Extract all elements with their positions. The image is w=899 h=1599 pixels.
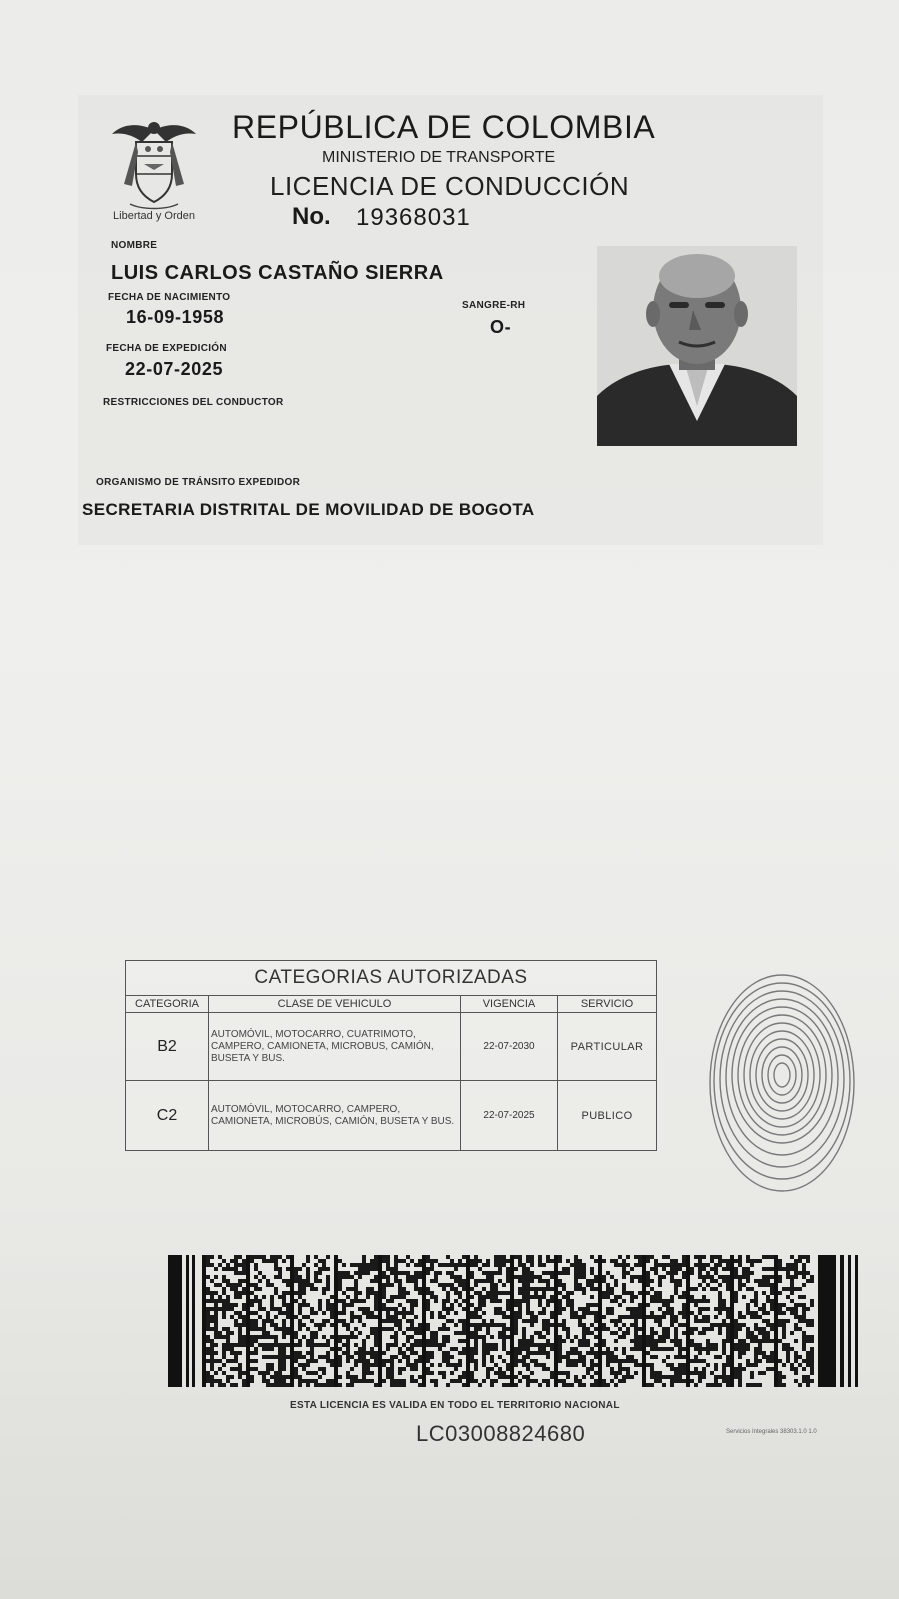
category-validity: 22-07-2025 <box>461 1081 558 1151</box>
category-service: PUBLICO <box>558 1081 657 1151</box>
license-serial: LC03008824680 <box>416 1421 586 1446</box>
fingerprint-icon <box>702 955 860 1205</box>
license-number: 19368031 <box>356 204 471 231</box>
birth-date: 16-09-1958 <box>126 307 225 327</box>
category-validity: 22-07-2030 <box>461 1013 558 1081</box>
column-header: VIGENCIA <box>461 996 558 1013</box>
birth-date-label: FECHA DE NACIMIENTO <box>108 292 231 303</box>
column-header: CATEGORIA <box>126 996 209 1013</box>
barcode-icon <box>168 1255 863 1387</box>
holder-name: LUIS CARLOS CASTAÑO SIERRA <box>111 262 444 284</box>
ministry-subtitle: MINISTERIO DE TRANSPORTE <box>322 149 556 166</box>
agency-label: ORGANISMO DE TRÁNSITO EXPEDIDOR <box>96 477 301 488</box>
name-label: NOMBRE <box>111 240 158 251</box>
license-number-label: No. <box>292 203 331 230</box>
validity-note: ESTA LICENCIA ES VALIDA EN TODO EL TERRITORIO NACIONAL <box>290 1400 620 1411</box>
table-header-row <box>126 996 657 1013</box>
colombia-crest-icon <box>108 112 200 222</box>
category-code: B2 <box>126 1013 209 1081</box>
categories-title: CATEGORIAS AUTORIZADAS <box>126 961 657 996</box>
column-header: CLASE DE VEHICULO <box>209 996 461 1013</box>
issue-date: 22-07-2025 <box>125 359 224 379</box>
holder-photo <box>597 246 797 446</box>
restrictions-label: RESTRICCIONES DEL CONDUCTOR <box>103 397 284 408</box>
categories-table <box>125 960 657 1151</box>
agency-name: SECRETARIA DISTRITAL DE MOVILIDAD DE BOGOTA <box>82 500 535 519</box>
category-code: C2 <box>126 1081 209 1151</box>
blood-type-label: SANGRE-RH <box>462 300 526 311</box>
document-type: LICENCIA DE CONDUCCIÓN <box>270 171 630 201</box>
table-row <box>126 1013 657 1081</box>
crest-motto: Libertad y Orden <box>113 210 195 222</box>
category-service: PARTICULAR <box>558 1013 657 1081</box>
blood-type: O- <box>490 317 512 337</box>
printer-note: Servicios Integrales 38303.1.0 1.0 <box>726 1429 817 1435</box>
table-row <box>126 1081 657 1151</box>
column-header: SERVICIO <box>558 996 657 1013</box>
issue-date-label: FECHA DE EXPEDICIÓN <box>106 343 227 354</box>
country-title: REPÚBLICA DE COLOMBIA <box>232 109 656 145</box>
vehicle-class: AUTOMÓVIL, MOTOCARRO, CAMPERO, CAMIONETA, MICROBÚS, CAMIÓN, BUSETA Y BUS. <box>209 1081 461 1151</box>
vehicle-class: AUTOMÓVIL, MOTOCARRO, CUATRIMOTO, CAMPERO, CAMIONETA, MICROBUS, CAMIÓN, BUSETA Y BUS. <box>209 1013 461 1081</box>
